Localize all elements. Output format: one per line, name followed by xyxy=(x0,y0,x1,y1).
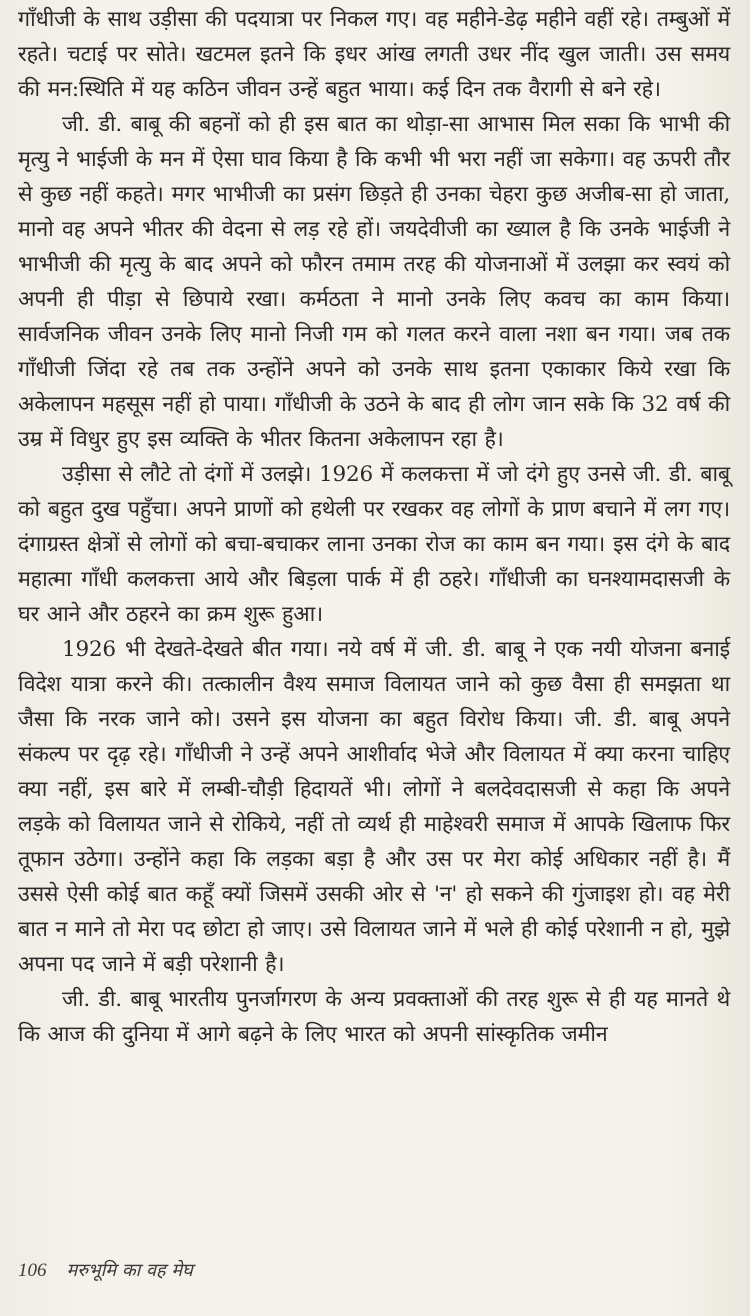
running-title: मरुभूमि का वह मेघ xyxy=(66,1260,193,1281)
paragraph-5: जी. डी. बाबू भारतीय पुनर्जागरण के अन्य प्रवक्ताओं की तरह शुरू से ही यह मानते थे कि आज की दुनिया में आगे बढ़ने के लिए भारत को अपनी सांस्कृतिक जमीन xyxy=(18,987,730,1047)
paragraph-2: जी. डी. बाबू की बहनों को ही इस बात का थोड़ा-सा आभास मिल सका कि भाभी की मृत्यु ने भाईजी के मन में ऐसा घाव किया है कि कभी भी भरा नहीं जा सकेगा। वह ऊपरी तौर से कुछ नहीं कहते। मगर भाभीजी का प्रसंग छिड़ते ही उनका चेहरा कुछ अजीब-सा हो जाता, मानो वह अपने भीतर की वेदना से लड़ रहे हों। जयदेवीजी का ख्याल है कि उनके भाईजी ने भाभीजी की मृत्यु के बाद अपने को फौरन तमाम तरह की योजनाओं में उलझा कर स्वयं को अपनी ही पीड़ा से छिपाये रखा। कर्मठता ने मानो उनके लिए कवच का काम किया। सार्वजनिक जीवन उनके लिए मानो निजी गम को गलत करने वाला नशा बन गया। जब तक गाँधीजी जिंदा रहे तब तक उन्होंने अपने को उनके साथ इतना एकाकार किये रखा कि अकेलापन महसूस नहीं हो पाया। गाँधीजी के उठने के बाद ही लोग जान सके कि 32 वर्ष की उम्र में विधुर हुए इस व्यक्ति के भीतर कितना अकेलापन रहा है। xyxy=(18,112,731,452)
page-footer xyxy=(18,1258,193,1288)
paragraph-3: उड़ीसा से लौटे तो दंगों में उलझे। 1926 में कलकत्ता में जो दंगे हुए उनसे जी. डी. बाबू को बहुत दुख पहुँचा। अपने प्राणों को हथेली पर रखकर वह लोगों के प्राण बचाने में लग गए। दंगाग्रस्त क्षेत्रों से लोगों को बचा-बचाकर लाना उनका रोज का काम बन गया। इस दंगे के बाद महात्मा गाँधी कलकत्ता आये और बिड़ला पार्क में ही ठहरे। गाँधीजी का घनश्यामदासजी के घर आने और ठहरने का क्रम शुरू हुआ। xyxy=(18,462,730,627)
body-text xyxy=(18,2,730,1052)
paragraph-4: 1926 भी देखते-देखते बीत गया। नये वर्ष में जी. डी. बाबू ने एक नयी योजना बनाई विदेश यात्रा करने की। तत्कालीन वैश्य समाज विलायत जाने को कुछ वैसा ही समझता था जैसा कि नरक जाने को। उसने इस योजना का बहुत विरोध किया। जी. डी. बाबू अपने संकल्प पर दृढ़ रहे। गाँधीजी ने उन्हें अपने आशीर्वाद भेजे और विलायत में क्या करना चाहिए क्या नहीं, इस बारे में लम्बी-चौड़ी हिदायतें भी। लोगों ने बलदेवदासजी से कहा कि अपने लड़के को विलायत जाने से रोकिये, नहीं तो व्यर्थ ही माहेश्वरी समाज में आपके खिलाफ फिर तूफान उठेगा। उन्होंने कहा कि लड़का बड़ा है और उस पर मेरा कोई अधिकार नहीं है। मैं उससे ऐसी कोई बात कहूँ क्यों जिसमें उसकी ओर से 'न' हो सकने की गुंजाइश हो। वह मेरी बात न माने तो मेरा पद छोटा हो जाए। उसे विलायत जाने में भले ही कोई परेशानी न हो, मुझे अपना पद जाने में बड़ी परेशानी है। xyxy=(18,637,730,977)
paragraph-1: गाँधीजी के साथ उड़ीसा की पदयात्रा पर निकल गए। वह महीने-डेढ़ महीने वहीं रहे। तम्बुओं में रहते। चटाई पर सोते। खटमल इतने कि इधर आंख लगती उधर नींद खुल जाती। उस समय की मन:स्थिति में यह कठिन जीवन उन्हें बहुत भाया। कई दिन तक वैरागी से बने रहे। xyxy=(18,7,730,102)
page-number: 106 xyxy=(18,1260,47,1281)
